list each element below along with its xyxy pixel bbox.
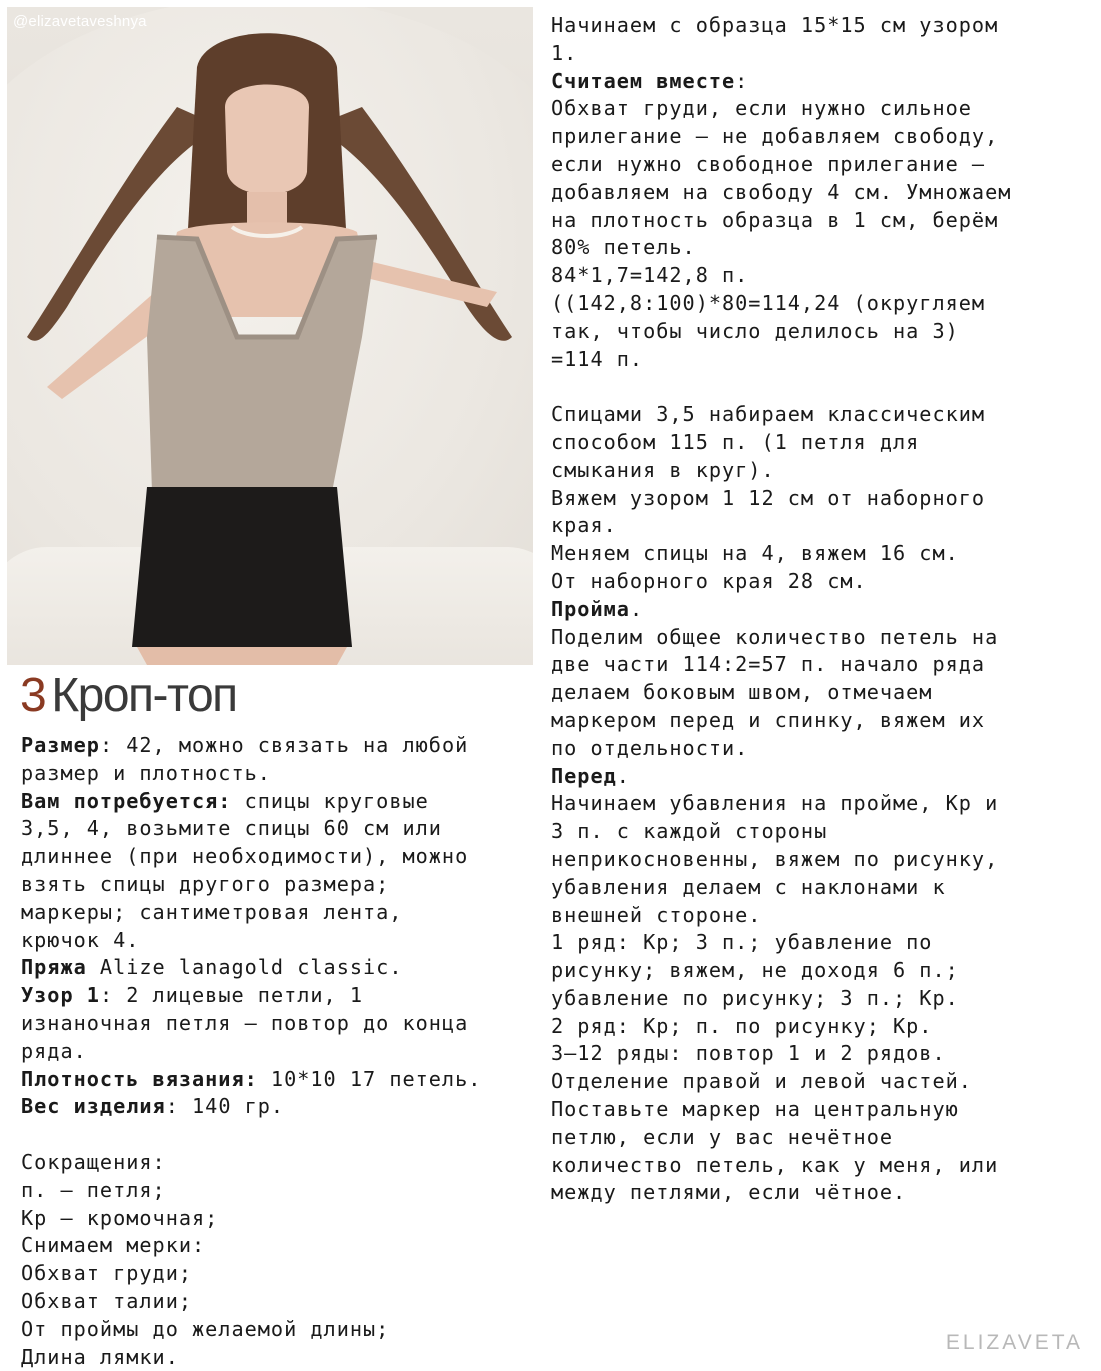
title-number: 3: [20, 669, 46, 722]
section-heading: Плотность вязания:: [21, 1066, 258, 1091]
section-text: Начинаем с образца 15*15 см узором 1.: [551, 13, 999, 65]
pattern-materials-column: [21, 732, 481, 1371]
section-text: : 140 гр.: [165, 1094, 285, 1119]
section-heading: Пройма: [551, 596, 630, 621]
section-heading: Перед: [551, 763, 617, 788]
model-figure: [7, 7, 533, 665]
section-text: . Начинаем убавления на пройме, Кр и 3 п. с каждой стороны неприкосновенны, вяжем по рисунку, убавления делаем с наклонами к внешней стороне. 1 ряд: Кр; 3 п.; убавление по рисунку; вяжем, не доходя 6 п.; убавление по рисунку; 3 п.; Кр. 2 ряд: Кр; п. по рисунку; Кр. 3–12 ряды: повтор 1 и 2 рядов. Отделение правой и левой частей. Поставьте маркер на центральную петлю, если у вас нечётное количество петель, как у меня, или между петлями, если чётное.: [551, 763, 999, 1205]
section-text: : Обхват груди, если нужно сильное прилегание – не добавляем свободу, если нужно свободное прилегание – добавляем на свободу 4 см. Умножаем на плотность образца в 1 см, берём 80% петель. 84*1,7=142,8 п. ((142,8:100)*80=114,24 (округляем так, чтобы число делилось на 3) =114 п. Спицами 3,5 набираем классическим способом 115 п. (1 петля для смыкания в круг). Вяжем узором 1 12 см от наборного края. Меняем спицы на 4, вяжем 16 см. От наборного края 28 см.: [551, 68, 1012, 593]
pattern-instructions-column: [551, 12, 1011, 1207]
section-text: Сокращения: п. – петля; Кр – кромочная; Снимаем мерки: Обхват груди; Обхват талии; От проймы до желаемой длины; Длина лямки.: [21, 1149, 390, 1369]
section-text: : 2 лицевые петли, 1 изнаночная петля – повтор до конца ряда.: [21, 983, 469, 1063]
section-text: спицы круговые 3,5, 4, возьмите спицы 60 см или длиннее (при необходимости), можно взять спицы другого размера; маркеры; сантиметровая лента, крючок 4.: [21, 788, 469, 952]
section-heading: Узор 1: [21, 983, 100, 1008]
page-title: [20, 665, 237, 727]
model-photo: [7, 7, 533, 665]
title-text: Кроп-топ: [51, 669, 237, 722]
section-heading: Считаем вместе: [551, 68, 736, 93]
section-text: . Поделим общее количество петель на две части 114:2=57 п. начало ряда делаем боковым швом, отмечаем маркером перед и спинку, вяжем их по отдельности.: [551, 596, 999, 760]
section-heading: Размер: [21, 733, 100, 757]
section-heading: Вам потребуется:: [21, 788, 232, 813]
section-text: : 42, можно связать на любой размер и плотность.: [21, 733, 469, 785]
section-text: 10*10 17 петель.: [257, 1066, 482, 1091]
author-signature: ELIZAVETA: [945, 1331, 1083, 1354]
photo-credit: @elizavetaveshnya: [13, 13, 147, 30]
section-heading: Вес изделия: [21, 1094, 166, 1119]
section-text: Alize lanagold classic.: [86, 955, 403, 980]
section-heading: Пряжа: [21, 955, 87, 980]
